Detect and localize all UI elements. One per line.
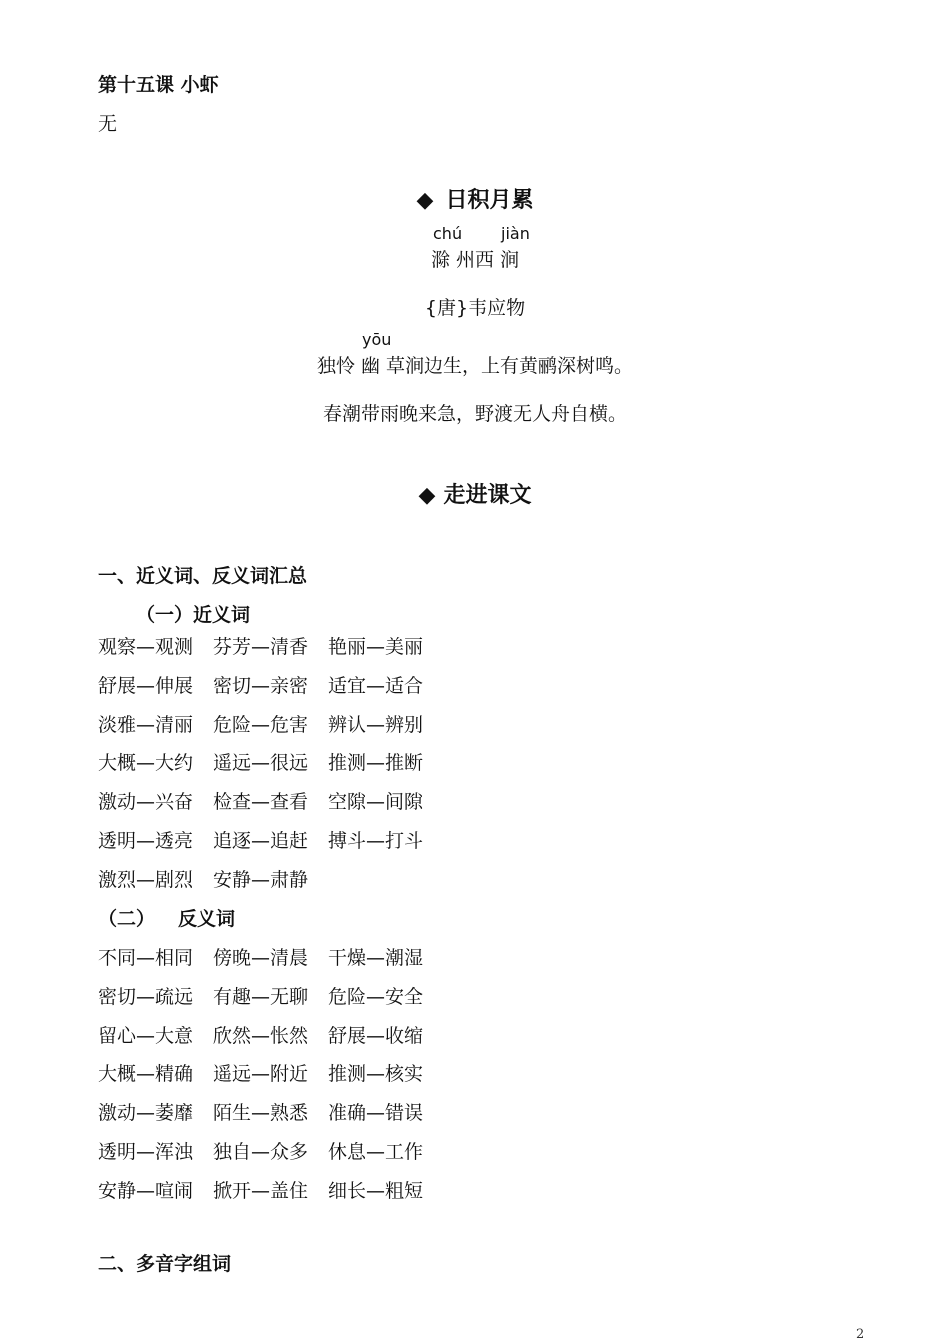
word-pair: 细长—粗短 (328, 1179, 424, 1202)
word-pair: 准确—错误 (328, 1102, 424, 1125)
diamond-bullet-icon: ◆ (418, 483, 436, 508)
word-pair: 检查—查看 (213, 791, 309, 814)
synonyms-heading: （一）近义词 (136, 604, 251, 626)
lesson-note: 无 (98, 113, 118, 135)
poem-line1-pinyin: yōu (362, 330, 392, 349)
word-pair: 搏斗—打斗 (328, 830, 424, 852)
section-heading-text (0, 478, 950, 509)
word-pair: 密切—亲密 (213, 674, 309, 697)
antonym-row (98, 1059, 443, 1086)
word-pair: 独自—众多 (213, 1141, 309, 1163)
word-pair: 激烈—剧烈 (98, 868, 194, 891)
synonym-row (98, 865, 328, 892)
word-pair: 透明—浑浊 (98, 1141, 194, 1163)
poem-title: 滁 州西 涧 (430, 249, 520, 271)
diamond-bullet-icon: ◆ (416, 188, 434, 213)
word-pair: 芬芳—清香 (213, 636, 309, 658)
word-pair: 干燥—潮湿 (328, 947, 424, 969)
word-pair: 不同—相同 (98, 947, 194, 969)
word-pair: 安静—肃静 (213, 868, 309, 891)
antonyms-heading (98, 904, 235, 931)
word-pair: 有趣—无聊 (213, 985, 309, 1008)
antonym-row (98, 1021, 443, 1048)
word-pair: 掀开—盖住 (213, 1179, 309, 1202)
word-pair: 大概—精确 (98, 1063, 194, 1086)
poem-line-2: 春潮带雨晚来急，野渡无人舟自横。 (322, 403, 627, 425)
synonym-row (98, 632, 443, 659)
word-pair: 激动—兴奋 (98, 791, 194, 814)
word-pair: 舒展—收缩 (328, 1024, 424, 1047)
poem-line-1: 独怜 幽 草涧边生，上有黄鹂深树鸣。 (316, 355, 634, 377)
synonym-row (98, 671, 443, 698)
word-pair: 欣然—怅然 (213, 1024, 309, 1047)
antonyms-heading-text: 反义词 (178, 908, 236, 930)
word-pair: 淡雅—清丽 (98, 713, 194, 736)
section-heading-accumulate (0, 183, 950, 214)
page-number: 2 (856, 1327, 865, 1342)
synonym-row (98, 826, 443, 853)
word-pair: 激动—萎靡 (98, 1102, 194, 1125)
poem-title-pinyin-2: jiàn (501, 224, 530, 243)
poem-author: {唐}韦应物 (424, 297, 526, 319)
lesson-title: 第十五课 小虾 (98, 74, 219, 96)
antonym-row (98, 1176, 443, 1203)
word-pair: 适宜—适合 (328, 674, 424, 697)
section-title: 走进课文 (443, 483, 532, 508)
word-pair: 推测—推断 (328, 752, 424, 775)
word-pair: 观察—观测 (98, 636, 194, 658)
synonym-row (98, 748, 443, 775)
antonym-row (98, 943, 443, 970)
word-pair: 舒展—伸展 (98, 674, 194, 697)
antonym-row (98, 982, 443, 1009)
section-title: 日积月累 (445, 188, 534, 213)
synonym-row (98, 710, 443, 737)
word-pair: 遥远—很远 (213, 752, 309, 775)
word-pair: 空隙—间隙 (328, 791, 424, 814)
antonyms-heading-num: （二） (98, 908, 156, 930)
word-pair: 遥远—附近 (213, 1063, 309, 1086)
word-pair: 透明—透亮 (98, 830, 194, 852)
word-pair: 留心—大意 (98, 1024, 194, 1047)
word-pair: 大概—大约 (98, 752, 194, 775)
word-pair: 安静—喧闹 (98, 1179, 194, 1202)
poem-title-pinyin-1: chú (433, 224, 463, 243)
antonym-row (98, 1137, 443, 1164)
word-pair: 休息—工作 (328, 1141, 424, 1163)
word-pair: 危险—危害 (213, 713, 309, 736)
word-pair: 辨认—辨别 (328, 713, 424, 736)
word-pair: 密切—疏远 (98, 985, 194, 1008)
word-pair: 傍晚—清晨 (213, 947, 309, 969)
word-pair: 陌生—熟悉 (213, 1102, 309, 1125)
part2-heading: 二、多音字组词 (98, 1253, 232, 1275)
word-pair: 危险—安全 (328, 985, 424, 1008)
word-pair: 艳丽—美丽 (328, 636, 424, 658)
word-pair: 推测—核实 (328, 1063, 424, 1086)
synonym-row (98, 787, 443, 814)
part1-heading: 一、近义词、反义词汇总 (98, 565, 308, 587)
antonym-row (98, 1098, 443, 1125)
word-pair: 追逐—追赶 (213, 830, 309, 852)
